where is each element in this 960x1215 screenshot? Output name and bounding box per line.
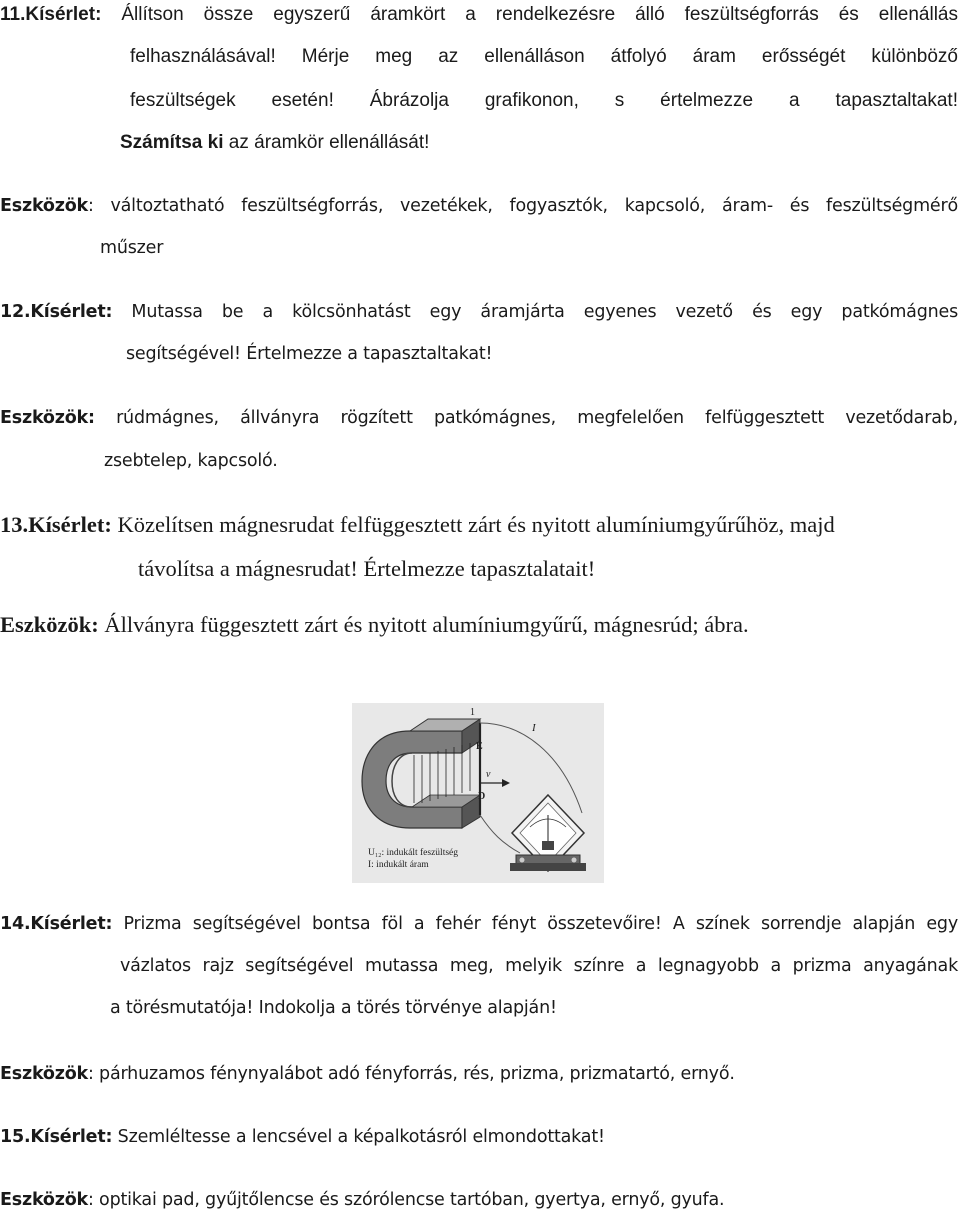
exp13-number: 13.	[0, 512, 29, 537]
exp11-text-4	[120, 132, 820, 154]
exp15-tools-label: Eszközök	[0, 1190, 88, 1210]
exp14-number: 14.	[0, 914, 31, 934]
exp14-tools-label: Eszközök	[0, 1064, 88, 1084]
exp11-tools	[0, 196, 958, 216]
exp12-tools-text-1: rúdmágnes, állványra rögzített patkómágnes, megfelelően felfüggesztett vezetődarab,	[94, 408, 958, 428]
label-south: D	[478, 791, 486, 802]
exp12-label: Kísérlet:	[30, 302, 113, 322]
legend-current: I: indukált áram	[368, 860, 429, 870]
wire	[480, 723, 582, 813]
exp15-number: 15.	[0, 1127, 31, 1147]
exp14-tools	[0, 1064, 900, 1084]
exp11-number: 11.	[0, 4, 26, 25]
galvanometer-icon	[510, 795, 586, 871]
exp14-tools-text-1: : párhuzamos fénynyalábot adó fényforrás, rés, prizma, prizmatartó, ernyő.	[88, 1064, 735, 1084]
exp15-tools	[0, 1190, 900, 1210]
exp13-label: Kísérlet:	[28, 512, 112, 537]
velocity-arrow-icon	[480, 779, 510, 787]
exp12-tools-label: Eszközök:	[0, 408, 95, 428]
exp12-heading	[0, 302, 958, 322]
label-velocity: v	[486, 769, 491, 780]
exp12-text-2: segítségével! Értelmezze a tapasztaltakat!	[126, 344, 493, 364]
label-current: I	[532, 722, 536, 734]
exp11-text-3: feszültségek esetén! Ábrázolja grafikonon, s értelmezze a tapasztaltakat!	[130, 90, 958, 111]
label-1: 1	[470, 707, 475, 718]
exp14-heading	[0, 914, 958, 934]
exp13-text-1: Közelítsen mágnesrudat felfüggesztett zárt és nyitott alumíniumgyűrűhöz, majd	[111, 512, 835, 537]
label-north: É	[476, 741, 483, 752]
exp13-tools-text-1: Állványra függesztett zárt és nyitott alumíniumgyűrű, mágnesrúd; ábra.	[98, 612, 749, 637]
exp15-text-1: Szemléltesse a lencsével a képalkotásról elmondottakat!	[112, 1127, 605, 1147]
exp11-text-4-rest: az áramkör ellenállását!	[223, 132, 430, 153]
exp15-label: Kísérlet:	[30, 1127, 113, 1147]
exp14-text-2: vázlatos rajz segítségével mutassa meg, melyik színre a legnagyobb a prizma anyagának	[120, 956, 958, 976]
induction-figure	[352, 703, 604, 883]
exp11-text-2: felhasználásával! Mérje meg az ellenálláson átfolyó áram erősségét különböző	[130, 46, 958, 67]
exp15-heading	[0, 1127, 900, 1147]
exp13-tools	[0, 612, 900, 638]
exp11-tools-text-1: : változtatható feszültségforrás, vezetékek, fogyasztók, kapcsoló, áram- és feszültségmérő	[88, 196, 958, 216]
exp11-tools-label: Eszközök	[0, 196, 88, 216]
exp13-tools-label: Eszközök:	[0, 612, 99, 637]
exp14-label: Kísérlet:	[30, 914, 113, 934]
exp15-tools-text-1: : optikai pad, gyűjtőlencse és szórólencse tartóban, gyertya, ernyő, gyufa.	[88, 1190, 725, 1210]
exp12-tools	[0, 408, 958, 428]
exp11-heading	[0, 4, 958, 26]
exp12-tools-text-2: zsebtelep, kapcsoló.	[104, 451, 278, 471]
exp14-text-1: Prizma segítségével bontsa föl a fehér fényt összetevőire! A színek sorrendje alapján egy	[112, 914, 958, 934]
exp13-heading	[0, 512, 940, 538]
exp11-bold-phrase: Számítsa ki	[120, 132, 224, 153]
exp12-text-1: Mutassa be a kölcsönhatást egy áramjárta egyenes vezető és egy patkómágnes	[112, 302, 958, 322]
exp14-text-3: a törésmutatója! Indokolja a törés törvénye alapján!	[110, 998, 557, 1018]
exp11-tools-text-2: műszer	[100, 238, 164, 258]
exp11-label: Kísérlet:	[25, 4, 102, 25]
legend-voltage: U₁₂: indukált feszültség	[368, 848, 458, 858]
exp11-text-1: Állítson össze egyszerű áramkört a rendelkezésre álló feszültségforrás és ellenállás	[101, 4, 958, 25]
exp12-number: 12.	[0, 302, 31, 322]
exp13-text-2: távolítsa a mágnesrudat! Értelmezze tapasztalatait!	[138, 556, 596, 581]
